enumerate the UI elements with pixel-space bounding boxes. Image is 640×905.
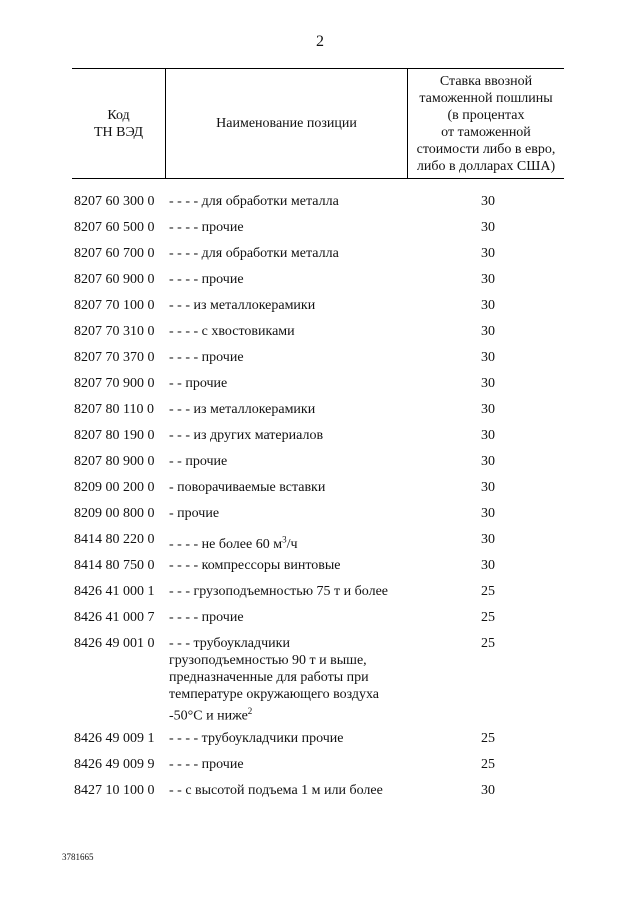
- row-code: 8426 49 001 0: [74, 636, 155, 651]
- row-level-dashes: - - - -: [169, 536, 199, 552]
- row-rate: 25: [481, 610, 495, 625]
- row-name-line: [169, 636, 290, 651]
- row-name-line: [169, 558, 341, 573]
- row-name-text: для обработки металла: [201, 246, 339, 261]
- row-name-line: [169, 272, 244, 287]
- row-level-dashes: - - - -: [169, 610, 199, 625]
- row-name-line: [169, 350, 244, 365]
- row-level-dashes: - - - -: [169, 246, 199, 261]
- header-code-label: Код ТН ВЭД: [93, 107, 144, 140]
- row-code: 8426 49 009 9: [74, 757, 155, 772]
- row-level-dashes: - - - -: [169, 757, 199, 772]
- row-code: 8207 80 900 0: [74, 454, 155, 469]
- row-code: 8209 00 200 0: [74, 480, 155, 495]
- row-code: 8426 41 000 1: [74, 584, 155, 599]
- table-header: [72, 68, 564, 179]
- row-rate: 30: [481, 324, 495, 339]
- row-name: [169, 453, 419, 470]
- header-name-label: Наименование позиции: [216, 116, 357, 131]
- row-code: 8209 00 800 0: [74, 506, 155, 521]
- row-code: 8207 60 500 0: [74, 220, 155, 235]
- row-name-text: трубоукладчики: [193, 636, 290, 651]
- row-code: 8427 10 100 0: [74, 783, 155, 798]
- row-name: [169, 271, 419, 288]
- page-number: 2: [316, 33, 324, 50]
- row-code: 8207 70 370 0: [74, 350, 155, 365]
- row-level-dashes: - - - -: [169, 558, 199, 573]
- row-code: 8207 70 100 0: [74, 298, 155, 313]
- document-id: 3781665: [62, 852, 94, 862]
- row-name-line: [169, 480, 325, 495]
- row-level-dashes: -: [169, 480, 174, 495]
- row-name-continuation: [169, 652, 419, 725]
- row-rate: 30: [481, 402, 495, 417]
- row-name-line: [169, 757, 244, 772]
- row-rate: 30: [481, 480, 495, 495]
- row-rate: 30: [481, 350, 495, 365]
- row-name: [169, 193, 419, 210]
- row-name-line: [169, 194, 339, 209]
- row-name-line: [169, 220, 244, 235]
- row-rate: 30: [481, 428, 495, 443]
- row-name: [169, 375, 419, 392]
- row-rate: 25: [481, 757, 495, 772]
- row-rate: 30: [481, 194, 495, 209]
- row-rate: 25: [481, 584, 495, 599]
- row-level-dashes: - - -: [169, 428, 190, 443]
- footnote-marker: 2: [247, 706, 253, 716]
- row-code: 8414 80 220 0: [74, 532, 155, 547]
- row-code: 8207 60 300 0: [74, 194, 155, 209]
- row-name: [169, 323, 419, 340]
- row-code: 8414 80 750 0: [74, 558, 155, 573]
- row-code: 8207 80 190 0: [74, 428, 155, 443]
- row-name-text: не более 60 м: [201, 536, 283, 552]
- row-name-text: из металлокерамики: [193, 298, 316, 313]
- row-code: 8426 41 000 7: [74, 610, 155, 625]
- row-name-text: для обработки металла: [201, 194, 339, 209]
- row-name: [169, 730, 419, 747]
- row-name-line: [169, 731, 344, 746]
- row-rate: 25: [481, 636, 495, 651]
- row-name-text: прочие: [185, 454, 228, 469]
- row-name-line: [169, 454, 227, 469]
- row-level-dashes: - - - -: [169, 220, 199, 235]
- row-level-dashes: -: [169, 506, 174, 521]
- row-name: [169, 297, 419, 314]
- row-name-text: прочие: [177, 506, 220, 521]
- row-rate: 30: [481, 246, 495, 261]
- row-rate: 30: [481, 783, 495, 798]
- row-name-continuation-text: грузоподъемностью 90 т и выше, предназначенные для работы при температуре окружающего воздуха -50°С и ниже: [169, 653, 380, 724]
- row-name: [169, 401, 419, 418]
- row-name-line: [169, 534, 298, 552]
- row-code: 8207 70 310 0: [74, 324, 155, 339]
- row-name-line: [169, 376, 227, 391]
- row-superscript: 3: [282, 534, 287, 544]
- row-rate: 30: [481, 220, 495, 235]
- row-name-text: из металлокерамики: [193, 402, 316, 417]
- row-rate: 30: [481, 506, 495, 521]
- row-level-dashes: - - - -: [169, 272, 199, 287]
- row-name-text: прочие: [201, 757, 244, 772]
- row-level-dashes: - - -: [169, 636, 190, 651]
- row-name-line: [169, 428, 323, 443]
- row-name: [169, 635, 419, 725]
- header-code: [72, 69, 165, 178]
- row-level-dashes: - -: [169, 454, 182, 469]
- row-level-dashes: - -: [169, 783, 182, 798]
- row-name: [169, 583, 419, 600]
- row-name: [169, 427, 419, 444]
- row-name-text: трубоукладчики прочие: [201, 731, 344, 746]
- row-rate: 30: [481, 298, 495, 313]
- row-level-dashes: - - - -: [169, 731, 199, 746]
- row-rate: 30: [481, 558, 495, 573]
- row-name-text: с хвостовиками: [201, 324, 295, 339]
- row-name-text: прочие: [201, 350, 244, 365]
- row-code: 8207 80 110 0: [74, 402, 154, 417]
- row-rate: 30: [481, 376, 495, 391]
- row-name-text: прочие: [201, 220, 244, 235]
- row-name-tail: /ч: [286, 536, 298, 552]
- row-rate: 30: [481, 532, 495, 547]
- row-name-text: прочие: [201, 272, 244, 287]
- row-code: 8426 49 009 1: [74, 731, 155, 746]
- header-rate-label: Ставка ввозной таможенной пошлины (в процентах от таможенной стоимости либо в евро, либо в долларах США): [416, 73, 556, 174]
- row-code: 8207 60 900 0: [74, 272, 155, 287]
- row-name-line: [169, 610, 244, 625]
- row-rate: 25: [481, 731, 495, 746]
- row-level-dashes: - - -: [169, 298, 190, 313]
- row-name-line: [169, 584, 388, 599]
- row-level-dashes: - - -: [169, 584, 190, 599]
- row-name: [169, 782, 419, 799]
- row-name: [169, 349, 419, 366]
- row-name: [169, 505, 419, 522]
- header-name: [166, 69, 407, 178]
- header-rate: [408, 69, 564, 178]
- row-name-text: поворачиваемые вставки: [177, 480, 326, 495]
- row-name-line: [169, 506, 219, 521]
- row-code: 8207 60 700 0: [74, 246, 155, 261]
- row-rate: 30: [481, 454, 495, 469]
- row-name: [169, 609, 419, 626]
- row-name: [169, 531, 419, 553]
- row-name-line: [169, 298, 315, 313]
- row-name-line: [169, 402, 315, 417]
- row-rate: 30: [481, 272, 495, 287]
- row-name-text: прочие: [185, 376, 228, 391]
- row-name: [169, 557, 419, 574]
- row-name-text: компрессоры винтовые: [201, 558, 341, 573]
- row-name: [169, 756, 419, 773]
- row-level-dashes: - - - -: [169, 350, 199, 365]
- row-name: [169, 245, 419, 262]
- row-name-text: с высотой подъема 1 м или более: [185, 783, 383, 798]
- row-name-text: прочие: [201, 610, 244, 625]
- row-name-line: [169, 324, 295, 339]
- row-name-text: грузоподъемностью 75 т и более: [193, 584, 389, 599]
- row-name: [169, 479, 419, 496]
- row-name-text: из других материалов: [193, 428, 324, 443]
- row-level-dashes: - - - -: [169, 194, 199, 209]
- row-level-dashes: - - - -: [169, 324, 199, 339]
- row-level-dashes: - - -: [169, 402, 190, 417]
- row-name-line: [169, 783, 383, 798]
- row-name-line: [169, 246, 339, 261]
- row-name: [169, 219, 419, 236]
- row-code: 8207 70 900 0: [74, 376, 155, 391]
- row-level-dashes: - -: [169, 376, 182, 391]
